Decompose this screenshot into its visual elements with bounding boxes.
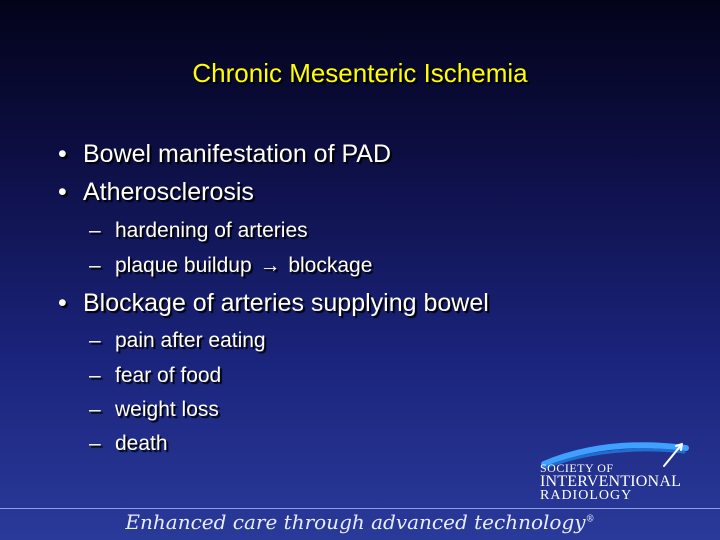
sub-bullet-item xyxy=(89,219,308,243)
sub-bullet-item xyxy=(89,254,372,278)
bullet-item xyxy=(58,289,489,318)
footer-divider xyxy=(0,508,720,509)
sir-logo xyxy=(536,440,696,504)
bullet-item xyxy=(58,178,254,207)
sub-bullet-marker: – xyxy=(89,432,101,455)
bullet-text: Bowel manifestation of PAD xyxy=(83,140,392,168)
sub-bullet-marker: – xyxy=(89,329,101,352)
sub-bullet-marker: – xyxy=(89,219,101,242)
sub-bullet-text: death xyxy=(115,432,168,455)
sub-bullet-text: fear of food xyxy=(115,364,222,387)
sub-bullet-item xyxy=(89,398,219,422)
sub-bullet-text: weight loss xyxy=(115,398,219,421)
sub-bullet-text: hardening of arteries xyxy=(115,219,308,242)
sub-bullet-text: plaque buildup xyxy=(115,254,252,277)
sub-bullet-marker: – xyxy=(89,254,101,277)
slide-title: Chronic Mesenteric Ischemia xyxy=(192,58,528,88)
sub-bullet-marker: – xyxy=(89,398,101,421)
sub-bullet-item xyxy=(89,364,221,388)
bullet-marker: • xyxy=(58,178,67,206)
arrow-right-icon: → xyxy=(259,254,281,277)
bullet-item xyxy=(58,140,391,169)
footer-tagline xyxy=(0,510,720,534)
bullet-text: Atherosclerosis xyxy=(83,178,254,206)
registered-mark: ® xyxy=(585,514,595,525)
bullet-marker: • xyxy=(58,140,67,168)
sub-bullet-text-after: blockage xyxy=(288,254,373,277)
logo-line-1: SOCIETY OF xyxy=(540,461,614,475)
logo-line-3: RADIOLOGY xyxy=(540,488,633,503)
logo-line-2: INTERVENTIONAL xyxy=(540,473,682,490)
sub-bullet-text: pain after eating xyxy=(115,329,266,352)
sub-bullet-marker: – xyxy=(89,364,101,387)
sub-bullet-item xyxy=(89,432,168,456)
bullet-text: Blockage of arteries supplying bowel xyxy=(83,289,489,317)
sub-bullet-item xyxy=(89,329,266,353)
bullet-marker: • xyxy=(58,289,67,317)
tagline-text: Enhanced care through advanced technology xyxy=(125,510,586,534)
